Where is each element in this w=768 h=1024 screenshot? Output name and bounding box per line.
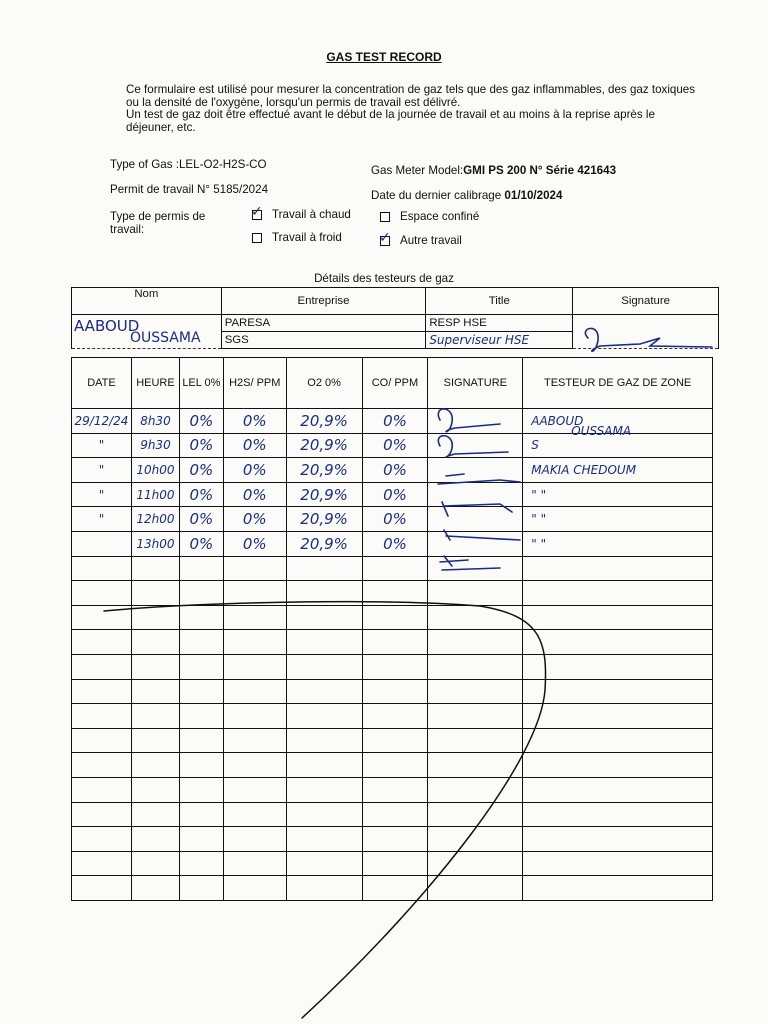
empty-cell [223, 777, 286, 802]
readings-header-row [72, 358, 713, 409]
empty-cell [179, 777, 223, 802]
calibration-date [371, 189, 562, 202]
empty-cell [523, 851, 713, 876]
reading-row [72, 409, 713, 434]
reading-signature [428, 482, 523, 507]
empty-cell [286, 827, 362, 852]
empty-cell [131, 827, 179, 852]
empty-cell [72, 654, 132, 679]
empty-cell [523, 777, 713, 802]
reading-heure: 11h00 [131, 482, 179, 507]
empty-cell [428, 753, 523, 778]
empty-cell [362, 777, 428, 802]
tester-signature-cell [573, 315, 719, 349]
reading-testeur: S [523, 433, 713, 458]
check-mark-icon: ✓ [251, 203, 263, 220]
empty-cell [72, 753, 132, 778]
empty-cell [523, 802, 713, 827]
empty-cell [179, 851, 223, 876]
reading-co: 0% [362, 458, 428, 483]
empty-cell [131, 753, 179, 778]
empty-cell [362, 728, 428, 753]
empty-cell [428, 777, 523, 802]
empty-cell [131, 630, 179, 655]
empty-cell [179, 704, 223, 729]
header-title: Title [426, 288, 573, 315]
reading-co: 0% [362, 531, 428, 556]
empty-cell [428, 827, 523, 852]
header-signature: SIGNATURE [428, 358, 523, 409]
empty-cell [223, 704, 286, 729]
reading-signature [428, 507, 523, 532]
checkbox-box[interactable] [252, 233, 262, 243]
empty-cell [179, 605, 223, 630]
calibration-value: 01/10/2024 [504, 189, 563, 202]
empty-cell [131, 777, 179, 802]
empty-cell [362, 630, 428, 655]
empty-cell [286, 851, 362, 876]
empty-cell [179, 630, 223, 655]
gas-meter-model [371, 164, 616, 177]
empty-cell [72, 679, 132, 704]
checkbox-label: Travail à froid [272, 231, 342, 244]
checkbox-travail-a-chaud[interactable] [251, 203, 351, 221]
checkbox-label: Espace confiné [400, 210, 480, 223]
testers-header-row [72, 288, 719, 315]
reading-co: 0% [362, 482, 428, 507]
empty-cell [362, 679, 428, 704]
empty-reading-row [72, 876, 713, 901]
empty-reading-row [72, 630, 713, 655]
header-h2s: H2S/ PPM [223, 358, 286, 409]
empty-cell [286, 876, 362, 901]
reading-o2: 20,9% [286, 458, 362, 483]
reading-testeur: " " [523, 507, 713, 532]
reading-lel: 0% [179, 531, 223, 556]
empty-cell [362, 802, 428, 827]
reading-testeur: " " [523, 531, 713, 556]
header-nom: Nom [72, 288, 222, 315]
empty-cell [523, 876, 713, 901]
reading-o2: 20,9% [286, 482, 362, 507]
reading-heure: 10h00 [131, 458, 179, 483]
empty-cell [286, 556, 362, 581]
empty-cell [523, 753, 713, 778]
empty-cell [72, 605, 132, 630]
tester-name-cell [72, 315, 222, 349]
empty-cell [223, 630, 286, 655]
tester-row [72, 315, 719, 332]
reading-testeur: " " [523, 482, 713, 507]
empty-reading-row [72, 777, 713, 802]
empty-cell [523, 556, 713, 581]
empty-cell [72, 851, 132, 876]
intro-paragraph-1: Ce formulaire est utilisé pour mesurer la concentration de gaz tels que des gaz inflammables, des gaz toxiques ou la densité de l'oxygène, lorsqu'un permis de travail est délivré. [126, 83, 696, 109]
empty-cell [523, 679, 713, 704]
empty-reading-row [72, 556, 713, 581]
empty-cell [428, 556, 523, 581]
empty-cell [179, 654, 223, 679]
gas-readings-table [71, 357, 713, 901]
checkbox-travail-a-froid[interactable] [252, 231, 342, 244]
empty-reading-row [72, 753, 713, 778]
reading-h2s: 0% [223, 458, 286, 483]
reading-o2: 20,9% [286, 433, 362, 458]
reading-h2s: 0% [223, 433, 286, 458]
empty-cell [523, 581, 713, 606]
empty-cell [286, 679, 362, 704]
empty-cell [286, 581, 362, 606]
reading-o2: 20,9% [286, 507, 362, 532]
type-of-gas: Type of Gas :LEL-O2-H2S-CO [110, 158, 267, 171]
reading-heure: 8h30 [131, 409, 179, 434]
empty-cell [131, 876, 179, 901]
empty-cell [286, 654, 362, 679]
reading-row [72, 458, 713, 483]
reading-h2s: 0% [223, 507, 286, 532]
empty-cell [72, 630, 132, 655]
reading-row [72, 482, 713, 507]
checkbox-box[interactable] [379, 229, 391, 246]
empty-cell [223, 876, 286, 901]
empty-cell [362, 753, 428, 778]
empty-cell [223, 581, 286, 606]
empty-cell [286, 605, 362, 630]
empty-cell [286, 802, 362, 827]
reading-testeur: MAKIA CHEDOUM [523, 458, 713, 483]
document-title: GAS TEST RECORD [326, 50, 442, 64]
checkbox-autre-travail[interactable] [379, 229, 462, 247]
intro-paragraph-2: Un test de gaz doit être effectué avant le début de la journée de travail et au moins à la reprise après le déjeuner, etc. [126, 108, 655, 134]
check-mark-icon: ✓ [379, 229, 391, 246]
checkbox-espace-confine[interactable] [380, 210, 479, 223]
empty-cell [523, 728, 713, 753]
reading-heure: 9h30 [131, 433, 179, 458]
testers-section-title: Détails des testeurs de gaz [314, 272, 454, 285]
empty-cell [428, 581, 523, 606]
reading-h2s: 0% [223, 482, 286, 507]
intro-text [126, 84, 696, 134]
empty-cell [428, 802, 523, 827]
empty-cell [428, 851, 523, 876]
reading-date [72, 531, 132, 556]
empty-cell [179, 802, 223, 827]
empty-reading-row [72, 728, 713, 753]
empty-cell [179, 728, 223, 753]
empty-cell [223, 753, 286, 778]
empty-cell [223, 827, 286, 852]
empty-cell [131, 605, 179, 630]
empty-reading-row [72, 679, 713, 704]
header-heure: HEURE [131, 358, 179, 409]
header-co: CO/ PPM [362, 358, 428, 409]
reading-o2: 20,9% [286, 531, 362, 556]
empty-cell [179, 876, 223, 901]
reading-signature [428, 531, 523, 556]
empty-cell [523, 704, 713, 729]
empty-cell [131, 581, 179, 606]
reading-lel: 0% [179, 507, 223, 532]
empty-cell [286, 704, 362, 729]
reading-h2s: 0% [223, 531, 286, 556]
tester-title: Superviseur HSE [426, 332, 573, 349]
header-entreprise: Entreprise [221, 288, 426, 315]
reading-lel: 0% [179, 458, 223, 483]
empty-cell [131, 704, 179, 729]
empty-reading-row [72, 827, 713, 852]
empty-cell [362, 704, 428, 729]
empty-cell [72, 704, 132, 729]
empty-cell [72, 556, 132, 581]
readings-body [72, 409, 713, 901]
empty-cell [523, 605, 713, 630]
reading-date: " [72, 458, 132, 483]
empty-reading-row [72, 802, 713, 827]
permit-type-label: Type de permis de travail: [110, 210, 206, 236]
reading-lel: 0% [179, 482, 223, 507]
empty-reading-row [72, 851, 713, 876]
empty-cell [223, 851, 286, 876]
empty-cell [131, 556, 179, 581]
empty-cell [131, 851, 179, 876]
empty-cell [223, 679, 286, 704]
reading-signature [428, 409, 523, 434]
empty-cell [362, 556, 428, 581]
reading-lel: 0% [179, 409, 223, 434]
empty-cell [179, 679, 223, 704]
empty-cell [72, 876, 132, 901]
empty-cell [223, 605, 286, 630]
reading-signature [428, 433, 523, 458]
reading-heure: 12h00 [131, 507, 179, 532]
testeur-second-line: OUSSAMA [571, 423, 632, 438]
empty-reading-row [72, 654, 713, 679]
gas-meter-label: Gas Meter Model: [371, 164, 464, 177]
reading-testeur: AABOUD OUSSAMA [523, 409, 713, 434]
empty-cell [72, 802, 132, 827]
empty-cell [179, 581, 223, 606]
empty-cell [523, 654, 713, 679]
empty-cell [286, 630, 362, 655]
empty-cell [286, 753, 362, 778]
empty-cell [523, 827, 713, 852]
empty-cell [179, 827, 223, 852]
reading-row [72, 507, 713, 532]
reading-h2s: 0% [223, 409, 286, 434]
empty-cell [286, 728, 362, 753]
empty-cell [223, 728, 286, 753]
reading-date: 29/12/24 [72, 409, 132, 434]
empty-cell [131, 728, 179, 753]
empty-cell [362, 605, 428, 630]
checkbox-box[interactable] [380, 212, 390, 222]
empty-cell [523, 630, 713, 655]
reading-o2: 20,9% [286, 409, 362, 434]
calibration-label: Date du dernier calibrage [371, 189, 505, 202]
reading-date: " [72, 482, 132, 507]
reading-row [72, 531, 713, 556]
empty-cell [428, 704, 523, 729]
empty-reading-row [72, 605, 713, 630]
header-lel: LEL 0% [179, 358, 223, 409]
empty-cell [223, 654, 286, 679]
empty-cell [362, 827, 428, 852]
empty-cell [223, 802, 286, 827]
empty-cell [72, 777, 132, 802]
reading-co: 0% [362, 433, 428, 458]
header-signature: Signature [573, 288, 719, 315]
empty-cell [362, 581, 428, 606]
reading-heure: 13h00 [131, 531, 179, 556]
empty-cell [286, 777, 362, 802]
testers-table [71, 287, 719, 349]
permit-number: Permit de travail N° 5185/2024 [110, 183, 269, 196]
empty-cell [428, 630, 523, 655]
reading-signature [428, 458, 523, 483]
reading-lel: 0% [179, 433, 223, 458]
empty-cell [428, 654, 523, 679]
empty-cell [428, 876, 523, 901]
empty-cell [179, 753, 223, 778]
tester-name-2: OUSSAMA [130, 330, 201, 346]
empty-cell [428, 679, 523, 704]
empty-reading-row [72, 704, 713, 729]
header-date: DATE [72, 358, 132, 409]
empty-cell [131, 654, 179, 679]
header-testeur: TESTEUR DE GAZ DE ZONE [523, 358, 713, 409]
gas-meter-value: GMI PS 200 N° Série 421643 [463, 164, 617, 177]
reading-date: " [72, 433, 132, 458]
empty-cell [131, 679, 179, 704]
reading-date: " [72, 507, 132, 532]
empty-cell [72, 827, 132, 852]
checkbox-label: Travail à chaud [272, 208, 351, 221]
header-o2: O2 0% [286, 358, 362, 409]
empty-reading-row [72, 581, 713, 606]
tester-title: RESP HSE [426, 315, 573, 332]
empty-cell [223, 556, 286, 581]
empty-cell [362, 851, 428, 876]
reading-co: 0% [362, 409, 428, 434]
empty-cell [131, 802, 179, 827]
empty-cell [362, 654, 428, 679]
empty-cell [72, 581, 132, 606]
empty-cell [428, 728, 523, 753]
empty-cell [428, 605, 523, 630]
empty-cell [362, 876, 428, 901]
empty-cell [179, 556, 223, 581]
checkbox-label: Autre travail [400, 234, 462, 247]
tester-name-1: AABOUD [74, 317, 140, 335]
reading-co: 0% [362, 507, 428, 532]
empty-cell [72, 728, 132, 753]
checkbox-box[interactable] [251, 203, 263, 220]
tester-entreprise: PARESA [221, 315, 426, 332]
tester-entreprise: SGS [221, 332, 426, 349]
